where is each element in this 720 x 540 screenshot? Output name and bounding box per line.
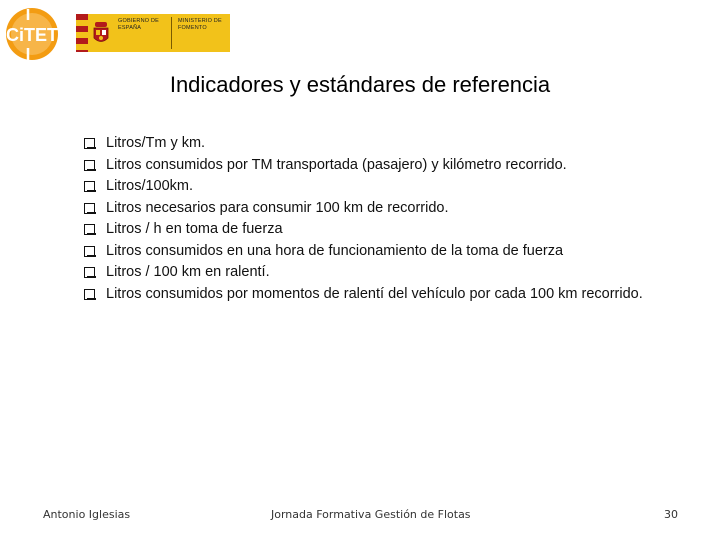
- list-item-text: Litros / 100 km en ralentí.: [106, 264, 270, 280]
- list-item: [83, 262, 683, 284]
- checkbox-bullet-icon: [83, 202, 96, 215]
- gov-label: GOBIERNO DE ESPAÑA: [118, 18, 160, 31]
- footer-author: Antonio Iglesias: [43, 508, 131, 521]
- page-number: 30: [664, 508, 678, 521]
- list-item-text: Litros necesarios para consumir 100 km de recorrido.: [106, 199, 449, 216]
- footer-event: Jornada Formativa Gestión de Flotas: [271, 508, 471, 521]
- list-item: [83, 133, 683, 155]
- list-item-text: Litros consumidos por momentos de ralentí del vehículo por cada 100 km recorrido.: [106, 285, 643, 302]
- checkbox-bullet-icon: [83, 180, 96, 193]
- coat-of-arms-icon: [88, 14, 114, 52]
- bullet-list: [83, 133, 683, 305]
- checkbox-bullet-icon: [83, 245, 96, 258]
- slide-title: [0, 72, 720, 98]
- list-item: [83, 284, 683, 306]
- list-item: [83, 176, 683, 198]
- list-item-text: Litros consumidos por TM transportada (pasajero) y kilómetro recorrido.: [106, 156, 567, 173]
- checkbox-bullet-icon: [83, 137, 96, 150]
- list-item: [83, 241, 683, 263]
- list-item-text: Litros/100km.: [106, 178, 194, 194]
- list-item-text: Litros/Tm y km.: [106, 135, 206, 151]
- citet-logo: [4, 6, 62, 62]
- checkbox-bullet-icon: [83, 223, 96, 236]
- checkbox-bullet-icon: [83, 266, 96, 279]
- government-logo: [76, 14, 230, 52]
- slide-title-text: Indicadores y estándares de referencia: [169, 72, 551, 97]
- ministry-label: MINISTERIO DE FOMENTO: [178, 18, 222, 31]
- svg-text:CiTET: CiTET: [6, 25, 58, 45]
- list-item-text: Litros / h en toma de fuerza: [106, 221, 283, 237]
- list-item: [83, 219, 683, 241]
- checkbox-bullet-icon: [83, 159, 96, 172]
- list-item-text: Litros consumidos en una hora de funcionamiento de la toma de fuerza: [106, 242, 564, 259]
- checkbox-bullet-icon: [83, 288, 96, 301]
- list-item: [83, 155, 683, 177]
- list-item: [83, 198, 683, 220]
- spain-flag-icon: [76, 14, 88, 52]
